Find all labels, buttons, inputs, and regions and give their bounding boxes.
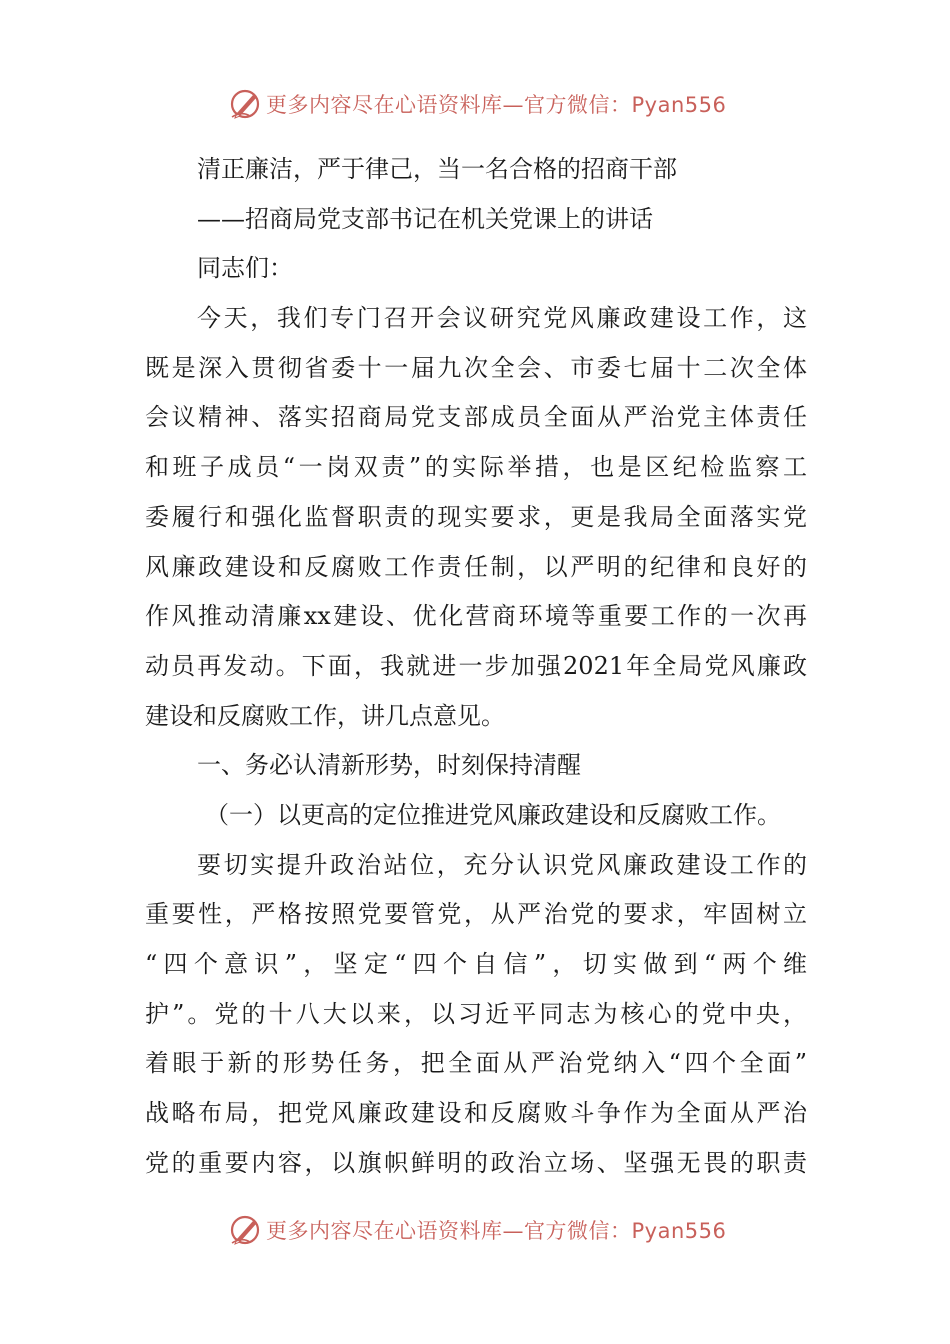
paragraph-line: 和班子成员“一岗双责”的实际举措，也是区纪检监察工 [145,453,807,482]
pen-logo-icon [228,86,264,122]
paragraph-line: 建设和反腐败工作，讲几点意见。 [145,701,505,730]
paragraph-line: 动员再发动。下面，我就进一步加强2021年全局党风廉政 [145,651,807,680]
paragraph-line: 党的重要内容，以旗帜鲜明的政治立场、坚强无畏的职责 [145,1148,807,1177]
document-body [145,145,807,1188]
document-subtitle: ——招商局党支部书记在机关党课上的讲话 [197,204,653,233]
paragraph-line: 既是深入贯彻省委十一届九次全会、市委七届十二次全体 [145,353,807,382]
paragraph-line: 会议精神、落实招商局党支部成员全面从严治党主体责任 [145,403,807,432]
subsection-heading: （一）以更高的定位推进党风廉政建设和反腐败工作。 [205,800,781,829]
paragraph-line: 今天，我们专门召开会议研究党风廉政建设工作，这 [197,304,807,333]
paragraph-line: 作风推动清廉xx建设、优化营商环境等重要工作的一次再 [145,602,807,631]
section-heading: 一、务必认清新形势，时刻保持清醒 [197,751,581,780]
paragraph-line: 风廉政建设和反腐败工作责任制，以严明的纪律和良好的 [145,552,807,581]
salutation: 同志们： [197,254,293,283]
paragraph-line: 重要性，严格按照党要管党，从严治党的要求，牢固树立 [145,900,807,929]
paragraph-line: 委履行和强化监督职责的现实要求，更是我局全面落实党 [145,502,807,531]
paragraph-line: 要切实提升政治站位，充分认识党风廉政建设工作的 [197,850,807,879]
document-title: 清正廉洁，严于律己，当一名合格的招商干部 [197,155,677,183]
watermark-text: 更多内容尽在心语资料库—官方微信：Pyan556 [266,93,727,117]
paragraph-line: 护”。党的十八大以来，以习近平同志为核心的党中央， [145,999,807,1028]
pen-logo-icon [228,1212,264,1248]
watermark-footer [228,1210,726,1250]
paragraph-line: 着眼于新的形势任务，把全面从严治党纳入“四个全面” [145,1049,807,1078]
paragraph-line: “四个意识”，坚定“四个自信”，切实做到“两个维 [145,950,807,978]
watermark-header [228,84,726,124]
paragraph-line: 战略布局，把党风廉政建设和反腐败斗争作为全面从严治 [145,1099,807,1128]
watermark-text: 更多内容尽在心语资料库—官方微信：Pyan556 [266,1219,727,1243]
